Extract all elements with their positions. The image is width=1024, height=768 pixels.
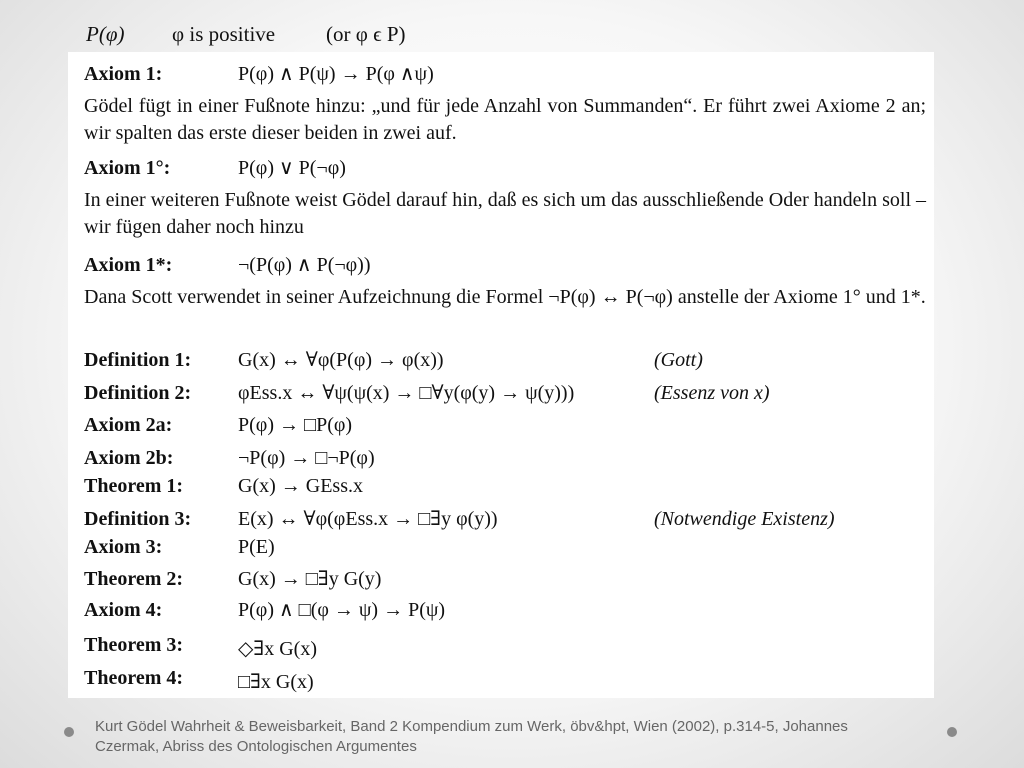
axiom-1-degree-row (84, 155, 170, 181)
item-label: Theorem 4: (84, 667, 184, 689)
item-formula: E(x) ↔ ∀φ(φEss.x → □∃y φ(y)) (238, 508, 498, 530)
item-note: (Notwendige Existenz) (654, 508, 835, 530)
axiom-3-row (84, 534, 162, 560)
axiom-2b-row (84, 445, 173, 471)
theorem-4-row (84, 665, 183, 691)
item-label: Definition 2: (84, 382, 192, 404)
item-formula: ◇∃x G(x) (238, 638, 317, 660)
footer-citation: Kurt Gödel Wahrheit & Beweisbarkeit, Band 2 Kompendium zum Werk, öbv&hpt, Wien (2002), p.314-5, Johannes Czermak, Abriss des Ontologischen Argumentes (95, 718, 848, 755)
item-formula: ¬(P(φ) ∧ P(¬φ)) (238, 254, 371, 276)
right-bullet-dot (947, 727, 957, 737)
item-formula: G(x) → GEss.x (238, 475, 363, 497)
scanned-page (68, 52, 934, 698)
definition-1-row (84, 347, 191, 373)
item-formula: □∃x G(x) (238, 671, 314, 693)
item-note: (Gott) (654, 349, 703, 371)
positivity-meaning: φ is positive (172, 22, 276, 46)
definition-2-row (84, 380, 191, 406)
item-formula: P(E) (238, 536, 275, 558)
paragraph-footnote-2: In einer weiteren Fußnote weist Gödel darauf hin, daß es sich um das ausschließende Oder handeln soll – wir fügen daher noch hinzu (84, 189, 926, 238)
axiom-1-row (84, 61, 162, 87)
left-bullet-dot (64, 727, 74, 737)
item-label: Axiom 1*: (84, 254, 173, 276)
item-formula: G(x) → □∃y G(y) (238, 568, 382, 590)
item-label: Definition 1: (84, 349, 192, 371)
item-formula: P(φ) → □P(φ) (238, 414, 353, 436)
definition-3-row (84, 506, 191, 532)
item-label: Axiom 3: (84, 536, 163, 558)
positivity-notation: P(φ) (86, 22, 125, 46)
axiom-2a-row (84, 412, 172, 438)
item-label: Axiom 4: (84, 599, 163, 621)
item-label: Axiom 2a: (84, 414, 173, 436)
item-label: Axiom 1°: (84, 157, 171, 179)
theorem-2-row (84, 566, 183, 592)
theorem-3-row (84, 632, 183, 658)
item-formula: P(φ) ∨ P(¬φ) (238, 157, 346, 179)
item-formula: P(φ) ∧ □(φ → ψ) → P(ψ) (238, 599, 446, 621)
item-formula: ¬P(φ) → □¬P(φ) (238, 447, 375, 469)
item-formula: P(φ) ∧ P(ψ) → P(φ ∧ψ) (238, 63, 434, 85)
item-label: Definition 3: (84, 508, 192, 530)
paragraph-scott: Dana Scott verwendet in seiner Aufzeichnung die Formel ¬P(φ) ↔ P(¬φ) anstelle der Axiome 1° und 1*. (84, 286, 926, 308)
item-label: Axiom 2b: (84, 447, 174, 469)
item-label: Theorem 1: (84, 475, 184, 497)
item-formula: φEss.x ↔ ∀ψ(ψ(x) → □∀y(φ(y) → ψ(y))) (238, 382, 575, 404)
item-label: Theorem 2: (84, 568, 184, 590)
item-label: Theorem 3: (84, 634, 184, 656)
item-note: (Essenz von x) (654, 382, 770, 404)
item-label: Axiom 1: (84, 63, 163, 85)
axiom-1-star-row (84, 252, 172, 278)
positivity-alt-notation: (or φ ϵ P) (326, 22, 406, 46)
paragraph-footnote-1: Gödel fügt in einer Fußnote hinzu: „und für jede Anzahl von Summanden“. Er führt zwei Axiome 2 an; wir spalten das erste dieser beiden in zwei auf. (84, 95, 926, 144)
item-formula: G(x) ↔ ∀φ(P(φ) → φ(x)) (238, 349, 444, 371)
theorem-1-row (84, 473, 183, 499)
axiom-4-row (84, 597, 162, 623)
